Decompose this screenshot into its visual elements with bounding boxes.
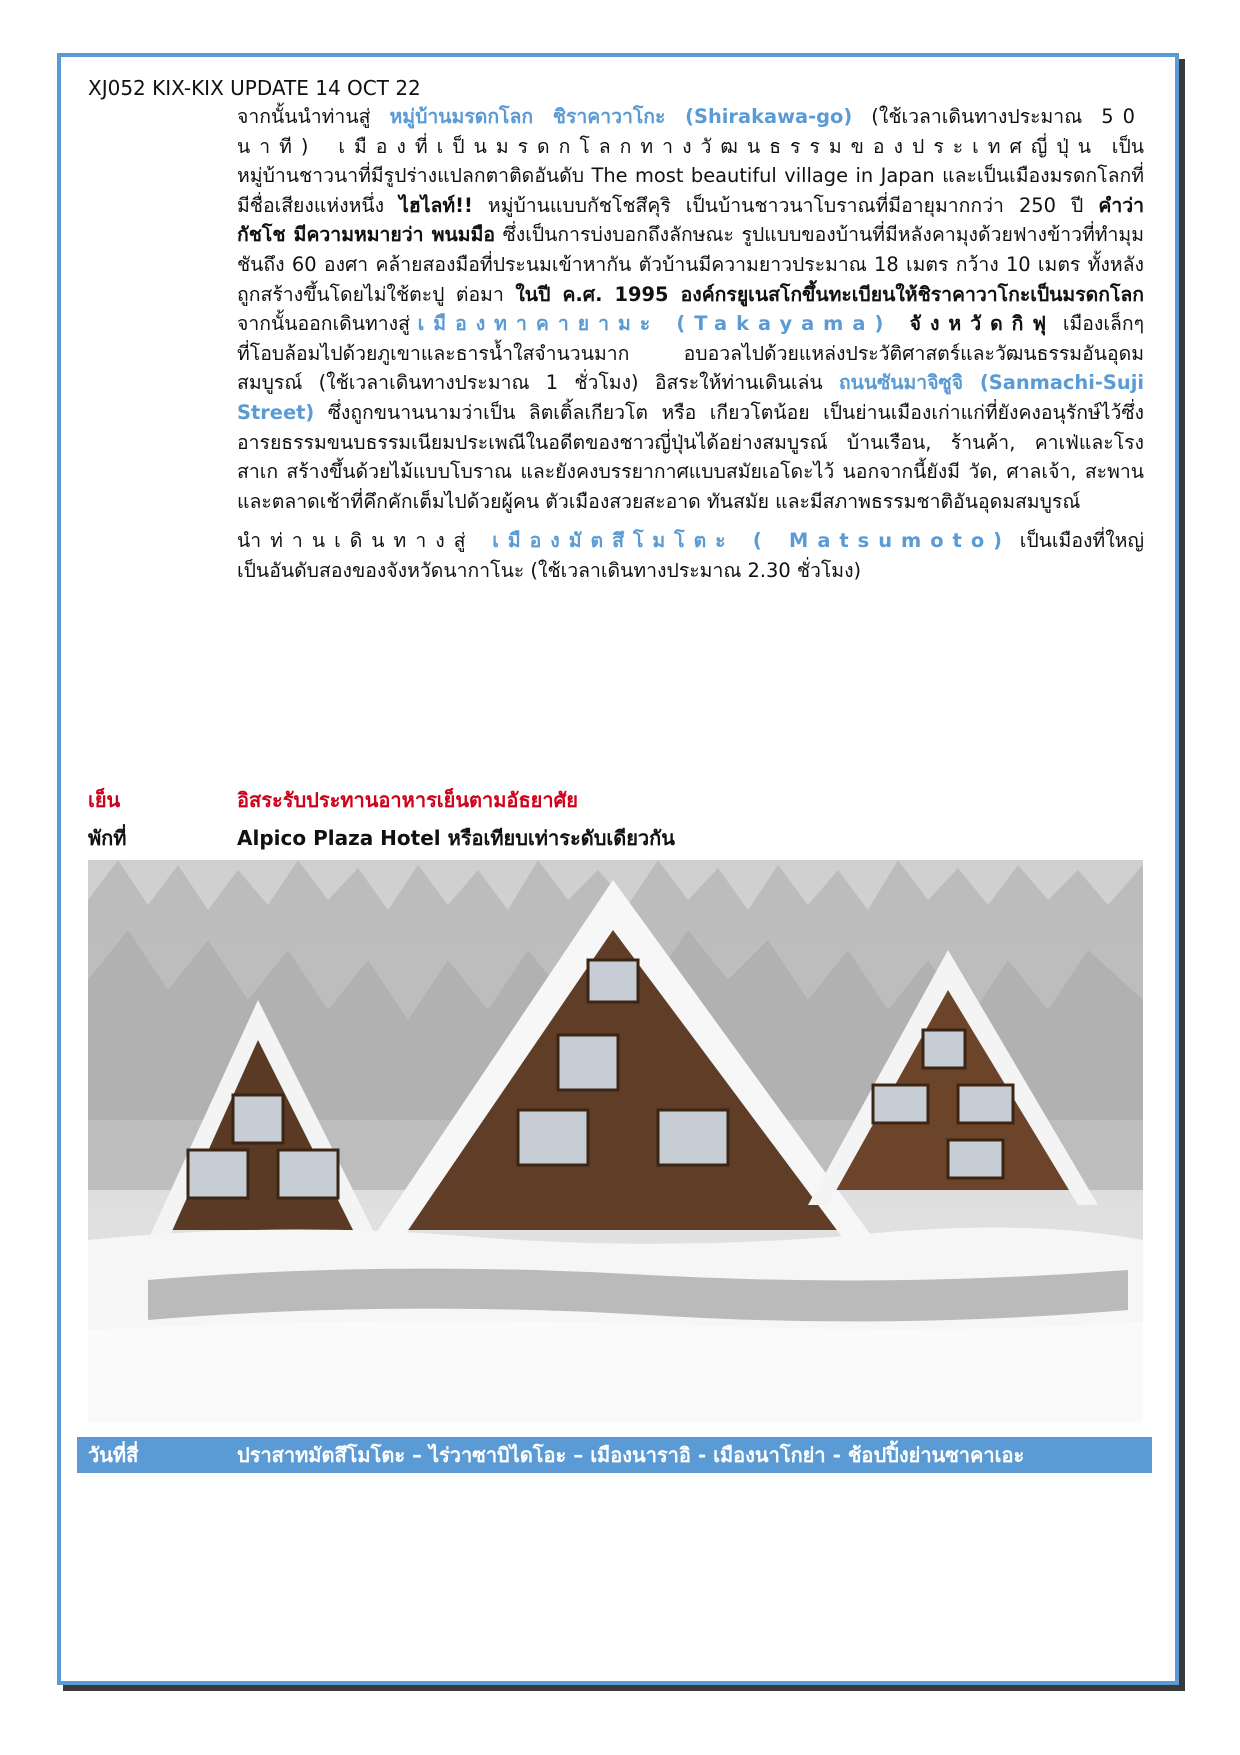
takayama-link: เมืองทาคายามะ (Takayama)	[417, 312, 893, 336]
text-span: หมู่บ้านแบบกัชโชสึคุริ เป็นบ้านชาวนาโบราณที่มีอายุมากกว่า 250 ปี	[472, 193, 1099, 217]
text-span: จากนั้นนำท่านสู่	[237, 105, 390, 128]
gifu-label: จังหวัดกิฟุ	[892, 312, 1056, 336]
hotel-label: พักที่	[88, 826, 127, 850]
matsumoto-link: เมืองมัตสึโมโตะ ( Matsumoto)	[492, 529, 1012, 553]
paragraph-matsumoto	[237, 526, 1144, 585]
day4-bar	[77, 1437, 1152, 1473]
text-span: เมืองเล็กๆ ที่โอบล้อมไปด้วยภูเขาและธารน้ำใสจำนวนมาก อบอวลไปด้วยแหล่งประวัติศาสตร์และวัฒนธรรมอันอุดมสมบูรณ์ (ใช้เวลาเดินทางประมาณ 1 ชั่วโมง) อิสระให้ท่านเดินเล่น	[237, 312, 1145, 395]
text-span: เป็นหมู่บ้านชาวนาที่มีรูปร่างแปลกตาติดอันดับ The most beautiful village in Japan และเป็นเมืองมรดกโลกที่มีชื่อเสียงแห่งหนึ่ง	[237, 134, 1145, 217]
text-span: 50 นาที) เมืองที่เป็นมรดกโลกทางวัฒนธรรมของประเทศญี่ปุ่น	[237, 105, 1144, 158]
text-span: ซึ่งถูกขนานนามว่าเป็น ลิตเติ้ลเกียวโต หรือ เกียวโตน้อย เป็นย่านเมืองเก่าแก่ที่ยังคงอนุรักษ์ไว้ซึ่งอารยธรรมขนบธรรมเนียมประเพณีในอดีตของชาวญี่ปุ่นได้อย่างสมบูรณ์ บ้านเรือน, ร้านค้า, คาเฟ่และโรงสาเก สร้างขึ้นด้วยไม้แบบโบราณ และยังคงบรรยากาศแบบสมัยเอโดะไว้ นอกจากนี้ยังมี วัด, ศาลเจ้า, สะพานและตลาดเช้าที่คึกคักเต็มไปด้วยผู้คน ตัวเมืองสวยสะอาด ทันสมัย และมีสภาพธรรมชาติอันอุดมสมบูรณ์	[237, 400, 1144, 513]
day4-label: วันที่สี่	[88, 1443, 139, 1467]
text-span: (ใช้เวลาเดินทางประมาณ	[852, 105, 1102, 128]
itinerary-body	[237, 102, 1144, 586]
tour-code-header: XJ052 KIX-KIX UPDATE 14 OCT 22	[88, 76, 421, 100]
sanmachi-link: ถนนซันมาจิซูจิ (Sanmachi-Suji Street)	[237, 371, 1144, 424]
snow-houses-illustration	[88, 860, 1143, 1423]
hotel-row	[88, 822, 675, 854]
gassho-meaning: คำว่า กัชโช มีความหมายว่า พนมมือ	[237, 193, 1144, 247]
unesco-note: ในปี ค.ศ. 1995 องค์กรยูเนสโกขึ้นทะเบียนให้ชิราคาวาโกะเป็นมรดกโลก	[515, 282, 1144, 306]
text-span: ซึ่งเป็นการบ่งบอกถึงลักษณะ รูปแบบของบ้านที่มีหลังคามุงด้วยฟางข้าวที่ทำมุมชันถึง 60 องศา คล้ายสองมือที่ประนมเข้าหากัน ตัวบ้านมีความยาวประมาณ 18 เมตร กว้าง 10 เมตร ทั้งหลังถูกสร้างขึ้นโดยไม่ใช้ตะปู ต่อมา	[237, 223, 1144, 306]
text-span: นำท่านเดินทางสู่	[237, 529, 493, 553]
paragraph-shirakawa	[237, 102, 1144, 516]
dinner-text: อิสระรับประทานอาหารเย็นตามอัธยาศัย	[237, 788, 579, 812]
highlight-label: ไฮไลท์!!	[399, 193, 473, 217]
day4-route: ปราสาทมัตสึโมโตะ – ไร่วาซาบิไดโอะ – เมืองนาราอิ - เมืองนาโกย่า - ช้อปปิ้งย่านซาคาเอะ	[237, 1443, 1025, 1467]
text-span: จากนั้นออกเดินทางสู่	[237, 312, 418, 336]
dinner-label: เย็น	[88, 788, 121, 812]
hotel-text: Alpico Plaza Hotel หรือเทียบเท่าระดับเดียวกัน	[237, 826, 675, 850]
dinner-row	[88, 784, 578, 816]
shirakawa-snow-photo	[88, 860, 1143, 1423]
text-span: เป็นเมืองที่ใหญ่เป็นอันดับสองของจังหวัดนากาโนะ (ใช้เวลาเดินทางประมาณ 2.30 ชั่วโมง)	[237, 529, 1144, 582]
shirakawa-link: หมู่บ้านมรดกโลก ชิราคาวาโกะ (Shirakawa-go)	[389, 105, 853, 128]
